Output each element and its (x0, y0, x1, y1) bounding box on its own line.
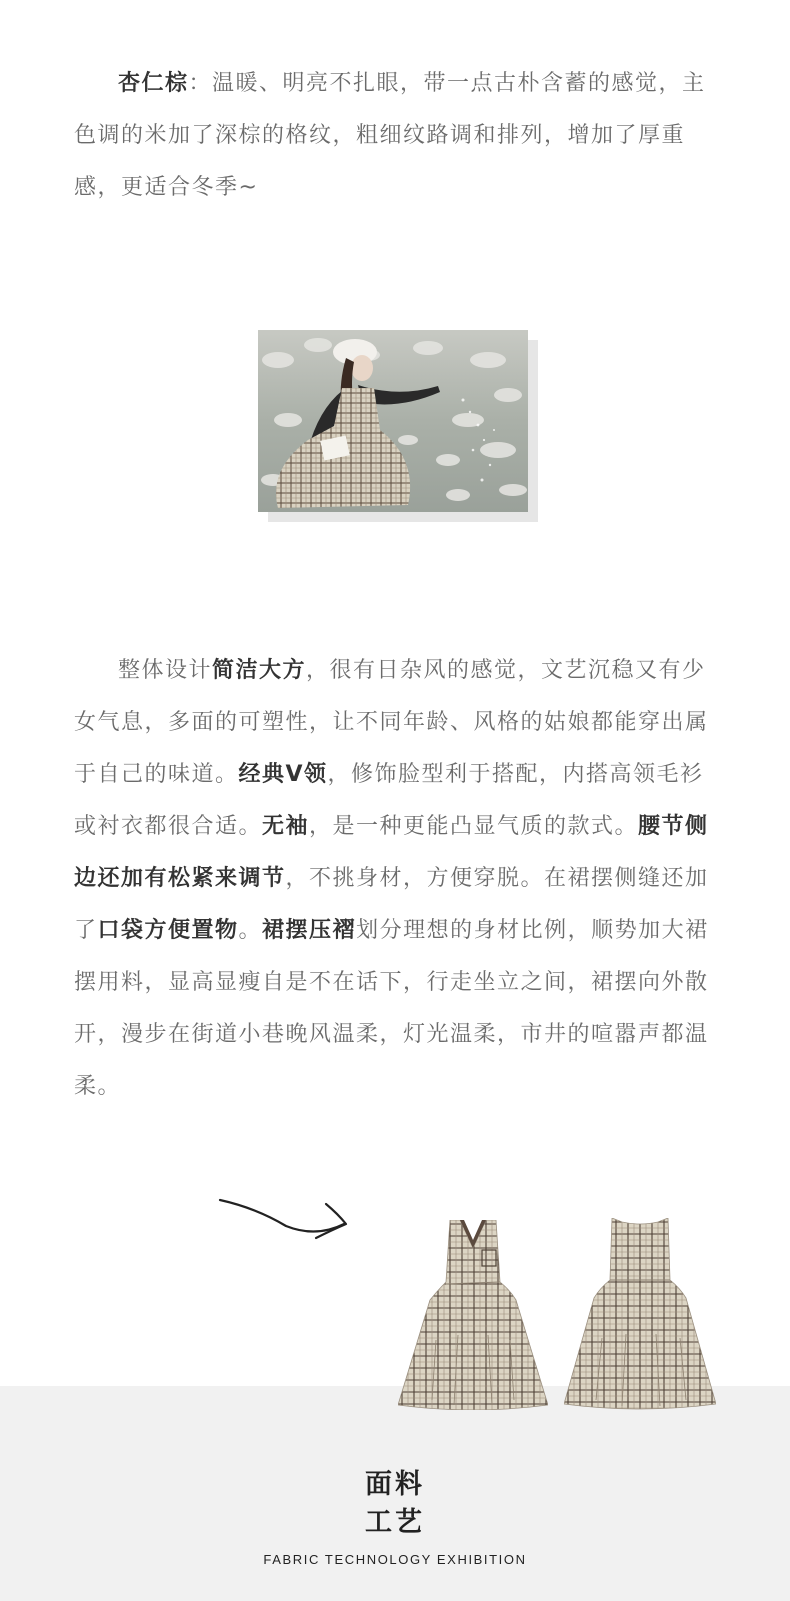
color-name: 杏仁棕 (118, 71, 189, 96)
design-text-4: ，是一种更能凸显气质的款式。 (309, 814, 639, 839)
design-highlight-sleeveless: 无袖 (262, 814, 310, 839)
design-text-5: ，不挑身材，方便穿脱。在裙摆侧缝还加了 (74, 866, 709, 943)
section-subtitle: FABRIC TECHNOLOGY EXHIBITION (263, 1552, 527, 1567)
model-photo (258, 330, 528, 512)
design-text-7: 划分理想的身材比例，顺势加大裙摆用料，显高显瘦自是不在话下，行走坐立之间，裙摆向外散开，漫步在街道小巷晚风温柔，灯光温柔，市井的喧嚣声都温柔。 (74, 918, 709, 1099)
hand-drawn-arrow-icon (216, 1196, 356, 1266)
design-text-2: ，很有日杂风的感觉，文艺沉稳又有少女气息，多面的可塑性，让不同年龄、风格的姑娘都能穿出属于自己的味道。 (74, 658, 709, 787)
design-text-6: 。 (238, 918, 263, 943)
design-highlight-pleat: 裙摆压褶 (262, 918, 357, 943)
intro-paragraph (74, 58, 724, 214)
design-text-3: ，修饰脸型利于搭配，内搭高领毛衫或衬衣都很合适。 (74, 762, 704, 839)
section-title-line1: 面料 (365, 1469, 425, 1500)
design-highlight-pocket: 口袋方便置物 (97, 918, 239, 943)
design-text-1: 整体设计 (118, 658, 213, 683)
design-paragraph (74, 645, 724, 1113)
design-highlight-simple: 简洁大方 (212, 658, 307, 683)
section-title-line2: 工艺 (365, 1507, 425, 1538)
dress-back-image (564, 1218, 716, 1410)
intro-text: ：温暖、明亮不扎眼，带一点古朴含蓄的感觉，主色调的米加了深棕的格纹，粗细纹路调和排列，增加了厚重感，更适合冬季~ (74, 71, 706, 200)
design-highlight-vneck: 经典V领 (238, 762, 328, 787)
dress-front-image (398, 1220, 548, 1410)
design-highlight-waist: 腰节侧边还加有松紧来调节 (74, 814, 709, 891)
